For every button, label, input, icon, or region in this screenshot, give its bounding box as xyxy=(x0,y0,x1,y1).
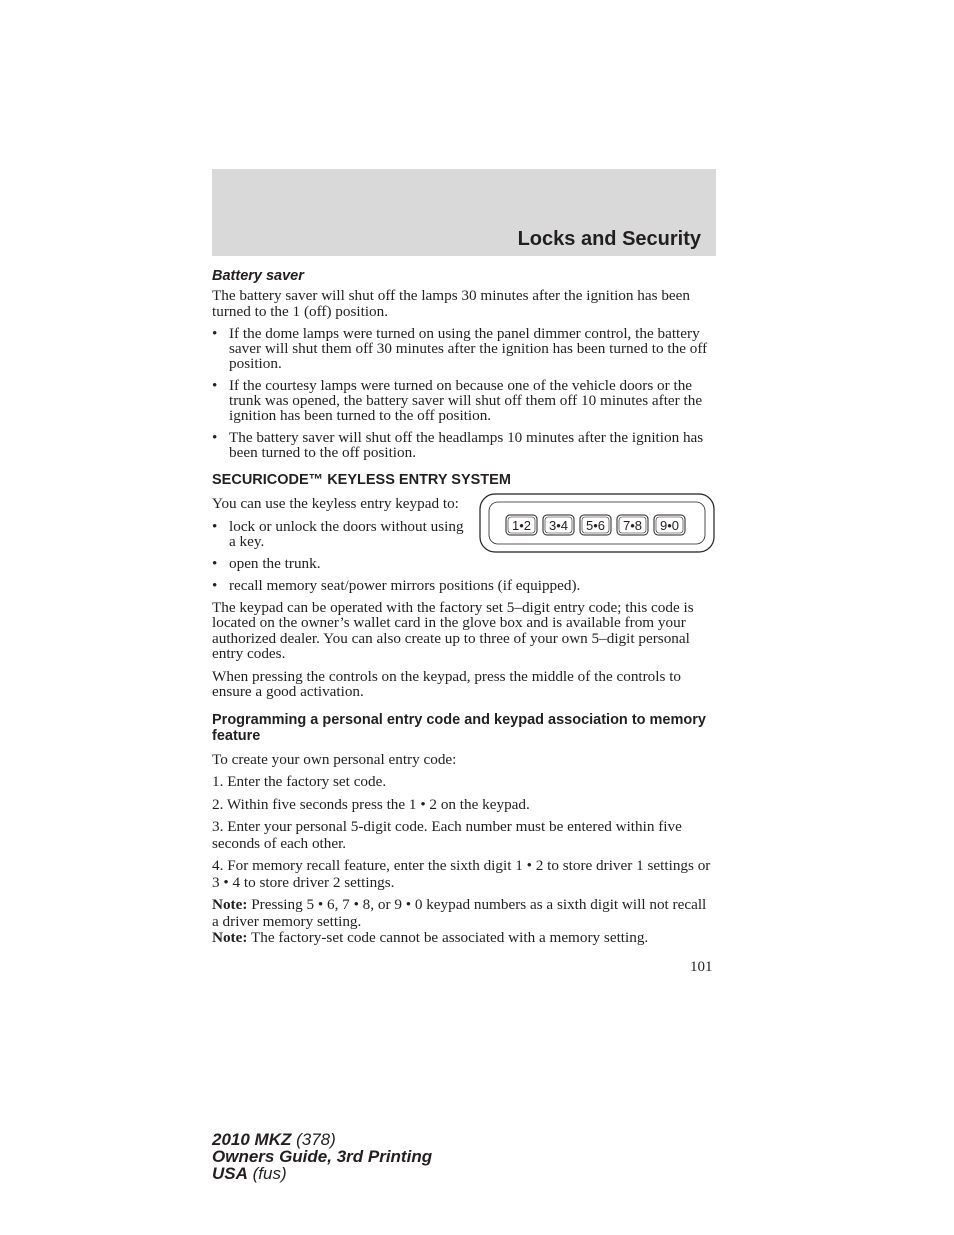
keyless-intro-block xyxy=(212,496,716,549)
keypad-key xyxy=(543,515,574,535)
keypad-key xyxy=(654,515,685,535)
keypad-key xyxy=(580,515,611,535)
footer-region: USA xyxy=(212,1164,248,1183)
list-item: • recall memory seat/power mirrors positions (if equipped). xyxy=(212,576,581,594)
battery-saver-heading: Battery saver xyxy=(212,268,304,284)
page-number: 101 xyxy=(690,959,713,975)
bullet-dot: • xyxy=(212,517,218,535)
programming-intro: To create your own personal entry code: xyxy=(212,750,457,768)
footer-model-code: (378) xyxy=(291,1130,336,1149)
keypad-key-label: 1•2 xyxy=(511,518,532,533)
keypad-key xyxy=(617,515,648,535)
section-header-band xyxy=(212,169,716,256)
bullet-dot: • xyxy=(212,429,218,446)
list-item: • If the courtesy lamps were turned on because one of the vehicle doors or the trunk was opened, the battery saver will shut off them off 10 minutes after the ignition has been turned to the off position. xyxy=(212,377,703,424)
footer-guide-edition: Owners Guide, 3rd Printing xyxy=(212,1147,433,1166)
keypad-press-tip-paragraph: When pressing the controls on the keypad, press the middle of the controls to ensure a good activation. xyxy=(212,667,682,700)
programming-step: 2. Within five seconds press the 1 • 2 on the keypad. xyxy=(212,795,530,813)
list-item: • open the trunk. xyxy=(212,554,321,572)
note-text: Pressing 5 • 6, 7 • 8, or 9 • 0 keypad numbers as a sixth digit will not recall a driver memory setting. xyxy=(212,896,707,930)
keypad-illustration xyxy=(479,493,715,553)
footer-region-code: (fus) xyxy=(247,1164,287,1183)
bullet-dot: • xyxy=(212,554,218,572)
programming-step: 3. Enter your personal 5-digit code. Each number must be entered within five seconds of each other. xyxy=(212,818,682,852)
keypad-key-label: 9•0 xyxy=(659,518,680,533)
note-label: Note: xyxy=(212,896,248,913)
battery-saver-intro: The battery saver will shut off the lamps 30 minutes after the ignition has been turned to the 1 (off) position. xyxy=(212,287,691,320)
page-content xyxy=(212,268,716,947)
list-item: • The battery saver will shut off the headlamps 10 minutes after the ignition has been turned to the off position. xyxy=(212,429,704,461)
keypad-key-label: 3•4 xyxy=(548,518,569,533)
securicode-heading: SECURICODE™ KEYLESS ENTRY SYSTEM xyxy=(212,472,511,488)
note-paragraph xyxy=(212,930,716,947)
section-title: Locks and Security xyxy=(517,228,701,250)
keypad-key xyxy=(506,515,537,535)
programming-step: 4. For memory recall feature, enter the sixth digit 1 • 2 to store driver 1 settings or 3 • 4 to store driver 2 settings. xyxy=(212,857,711,891)
note-label: Note: xyxy=(212,929,248,946)
programming-heading: Programming a personal entry code and keypad association to memory feature xyxy=(212,711,706,744)
bullet-dot: • xyxy=(212,325,218,342)
keypad-key-label: 7•8 xyxy=(622,518,643,533)
note-text: The factory-set code cannot be associated with a memory setting. xyxy=(247,929,649,946)
bullet-dot: • xyxy=(212,377,218,394)
bullet-dot: • xyxy=(212,576,218,594)
list-item: • If the dome lamps were turned on using the panel dimmer control, the battery saver will shut them off 30 minutes after the ignition has been turned to the off position. xyxy=(212,325,708,372)
keypad-key-label: 5•6 xyxy=(585,518,606,533)
securicode-intro: You can use the keyless entry keypad to: xyxy=(212,495,459,512)
document-footer xyxy=(212,1131,432,1182)
keypad-factory-code-paragraph: The keypad can be operated with the factory set 5–digit entry code; this code is located on the owner’s wallet card in the glove box and is available from your authorized dealer. You can also create up to three of your own 5–digit personal entry codes. xyxy=(212,598,694,662)
note-paragraph xyxy=(212,897,716,930)
programming-step: 1. Enter the factory set code. xyxy=(212,773,387,790)
footer-model: 2010 MKZ xyxy=(212,1130,292,1149)
list-item: • lock or unlock the doors without using a key. xyxy=(212,517,464,550)
